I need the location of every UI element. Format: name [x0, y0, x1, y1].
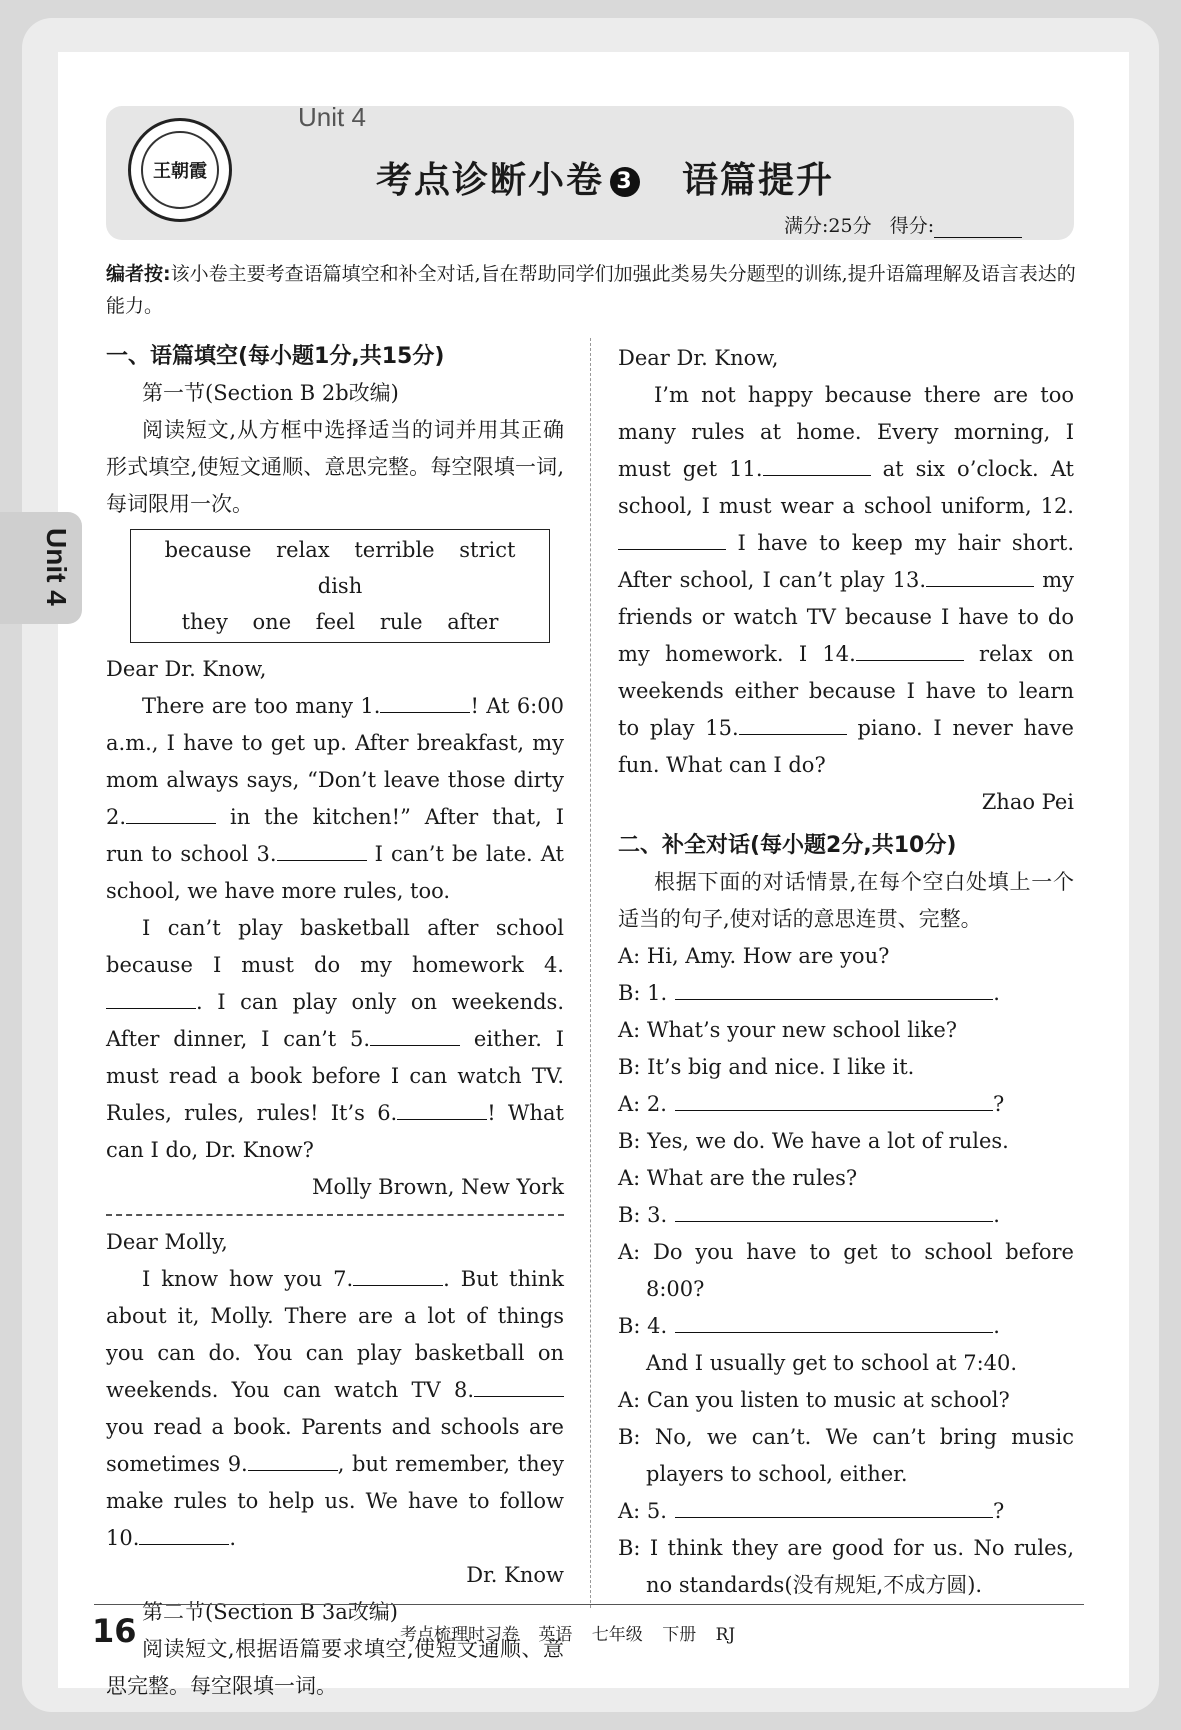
dialogue-text: B: It’s big and nice. I like it.: [618, 1055, 915, 1079]
punctuation: .: [993, 981, 1000, 1005]
answer-blank[interactable]: [353, 1263, 443, 1286]
dialogue-line: [618, 975, 1074, 1012]
dialogue-line: [618, 1382, 1074, 1419]
answer-blank[interactable]: [856, 638, 964, 661]
part1-heading: 一、语篇填空(每小题1分,共15分): [106, 344, 445, 369]
blank-number: 12.: [1040, 494, 1074, 518]
dialogue-line: [618, 1345, 1074, 1382]
title-main: 考点诊断小卷: [376, 160, 605, 201]
blank-number: 7.: [333, 1267, 354, 1291]
dialogue-text: A: What’s your new school like?: [618, 1018, 958, 1042]
answer-blank[interactable]: [618, 527, 726, 550]
note-text: 该小卷主要考查语篇填空和补全对话,旨在帮助同学们加强此类易失分题型的训练,提升语篇理解及语言表达的能力。: [106, 263, 1076, 317]
answer-blank[interactable]: [675, 1310, 993, 1333]
dialogue-text: B: I think they are good for us. No rules, no standards(没有规矩,不成方圆).: [618, 1536, 1074, 1597]
dialogue-text: B: 1.: [618, 981, 668, 1005]
text: I can’t play basketball after school because I must do my homework: [106, 916, 564, 977]
dialogue-line: [618, 938, 1074, 975]
answer-blank[interactable]: [277, 838, 367, 861]
dialogue-text: B: 4.: [618, 1314, 668, 1338]
divider: [106, 1214, 564, 1216]
text: . But think about it, Molly. There are a lot of things you can do. You can play basketball on weekends. You can watch TV: [106, 1267, 564, 1402]
dialogue-line: [618, 1123, 1074, 1160]
left-column: [106, 338, 564, 1705]
punctuation: .: [993, 1203, 1000, 1227]
dialogue-line: [618, 1308, 1074, 1345]
letter1-paragraph: [106, 910, 564, 1169]
answer-blank[interactable]: [248, 1448, 338, 1471]
unit-label: Unit 4: [298, 102, 366, 132]
answer-blank[interactable]: [739, 712, 847, 735]
answer-blank[interactable]: [139, 1522, 229, 1545]
letter1-signature: Molly Brown, New York: [312, 1175, 564, 1199]
answer-blank[interactable]: [675, 977, 993, 1000]
answer-blank[interactable]: [926, 564, 1034, 587]
dialogue-line: [618, 1419, 1074, 1493]
dialogue-line: [618, 1049, 1074, 1086]
blank-number: 11.: [729, 457, 763, 481]
score-area: [784, 211, 1022, 238]
title-number: 3: [610, 167, 640, 197]
section2-instruction: 阅读短文,根据语篇要求填空,使短文通顺、意思完整。每空限填一词。: [106, 1637, 564, 1698]
answer-blank[interactable]: [675, 1199, 993, 1222]
text: .: [229, 1526, 237, 1550]
answer-blank[interactable]: [675, 1495, 993, 1518]
letter3-signature: Zhao Pei: [981, 790, 1074, 814]
title-sub: 语篇提升: [682, 160, 835, 201]
dialogue-line: [618, 1197, 1074, 1234]
text: There are too many: [142, 694, 354, 718]
part2-instruction: 根据下面的对话情景,在每个空白处填上一个适当的句子,使对话的意思连贯、完整。: [618, 870, 1074, 931]
section1-heading: 第一节(Section B 2b改编): [142, 381, 399, 405]
text: . I can play only on weekends. After dinner, I can’t: [106, 990, 564, 1051]
text: at six o’clock. At school, I must wear a school uniform,: [618, 457, 1074, 518]
blank-number: 1.: [360, 694, 381, 718]
blank-number: 14.: [822, 642, 856, 666]
blank-number: 9.: [227, 1452, 248, 1476]
blank-number: 6.: [377, 1101, 398, 1125]
blank-number: 15.: [705, 716, 739, 740]
page-number: 16: [92, 1612, 137, 1650]
blank-number: 2.: [106, 805, 127, 829]
logo: [128, 118, 232, 222]
dialogue-text: A: Hi, Amy. How are you?: [618, 944, 890, 968]
dialogue-line: [618, 1234, 1074, 1308]
text: I know how you: [142, 1267, 323, 1291]
dialogue-text: A: 5.: [618, 1499, 667, 1523]
dialogue-text: A: 2.: [618, 1092, 667, 1116]
editor-note: [106, 258, 1076, 322]
note-label: 编者按:: [106, 263, 171, 285]
text: my friends or watch TV because I have to do my homework. I: [618, 568, 1074, 666]
blank-number: 5.: [350, 1027, 371, 1051]
answer-blank[interactable]: [380, 690, 470, 713]
dialogue-text: B: No, we can’t. We can’t bring music players to school, either.: [618, 1425, 1074, 1486]
section1-instruction: 阅读短文,从方框中选择适当的词并用其正确形式填空,使短文通顺、意思完整。每空限填一词,每词限用一次。: [106, 418, 564, 516]
letter2-signature: Dr. Know: [466, 1563, 564, 1587]
text: ! What can I do, Dr. Know?: [106, 1101, 564, 1162]
word-box-row: they one feel rule after: [181, 610, 499, 634]
blank-number: 13.: [892, 568, 927, 592]
blank-number: 8.: [453, 1378, 474, 1402]
text: piano. I never have fun. What can I do?: [618, 716, 1074, 777]
answer-blank[interactable]: [763, 453, 871, 476]
blank-number: 4.: [543, 953, 564, 977]
answer-blank[interactable]: [126, 801, 216, 824]
letter2-greeting: Dear Molly,: [106, 1230, 228, 1254]
answer-blank[interactable]: [370, 1023, 460, 1046]
answer-blank[interactable]: [675, 1088, 993, 1111]
part2-heading: 二、补全对话(每小题2分,共10分): [618, 833, 957, 858]
right-column: [618, 340, 1074, 1604]
dialogue-text: B: Yes, we do. We have a lot of rules.: [618, 1129, 1009, 1153]
score-blank[interactable]: [934, 219, 1022, 238]
text: ! At 6:00 a.m., I have to get up. After breakfast, my mom always says, “Don’t leave those dirty: [106, 694, 564, 792]
dialogue-text: A: What are the rules?: [618, 1166, 858, 1190]
dialogue-text: A: Do you have to get to school before 8:00?: [618, 1240, 1074, 1301]
dialogue-line: [618, 1012, 1074, 1049]
text: I have to keep my hair short. After school, I can’t play: [618, 531, 1074, 592]
section2-heading: 第二节(Section B 3a改编): [142, 1600, 398, 1624]
punctuation: ?: [992, 1092, 1005, 1116]
side-tab: [0, 512, 82, 624]
text: , but remember, they make rules to help us. We have to follow: [106, 1452, 564, 1513]
text: either. I must read a book before I can watch TV. Rules, rules, rules! It’s: [106, 1027, 564, 1125]
answer-blank[interactable]: [106, 986, 196, 1009]
dialogue-text: B: 3.: [618, 1203, 668, 1227]
word-box-row: because relax terrible strict dish: [164, 538, 516, 598]
footer-text: 考点梳理时习卷 英语 七年级 下册 RJ: [400, 1625, 736, 1645]
blank-number: 10.: [106, 1526, 140, 1550]
logo-text: 王朝霞: [141, 131, 219, 209]
answer-blank[interactable]: [397, 1097, 487, 1120]
score-label: 得分:: [889, 215, 935, 237]
dialogue-text: A: Can you listen to music at school?: [618, 1388, 1010, 1412]
page-title: [376, 152, 834, 203]
letter3-greeting: Dear Dr. Know,: [618, 346, 779, 370]
column-divider: [590, 338, 591, 1608]
text: you read a book. Parents and schools are sometimes: [106, 1415, 564, 1476]
blank-number: 3.: [256, 842, 277, 866]
dialogue-text: And I usually get to school at 7:40.: [646, 1351, 1018, 1375]
answer-blank[interactable]: [474, 1374, 564, 1397]
letter3-paragraph: [618, 377, 1074, 784]
score-total: 满分:25分: [784, 215, 872, 237]
text: I can’t be late. At school, we have more rules, too.: [106, 842, 564, 903]
word-box: [130, 529, 550, 643]
letter1-greeting: Dear Dr. Know,: [106, 657, 267, 681]
text: I’m not happy because there are too many rules at home. Every morning, I must get: [618, 383, 1074, 481]
text: relax on weekends either because I have to learn to play: [618, 642, 1074, 740]
dialogue-line: [618, 1086, 1074, 1123]
side-tab-label: Unit 4: [41, 528, 72, 606]
letter1-paragraph: [106, 688, 564, 910]
dialogue: [618, 938, 1074, 1604]
punctuation: ?: [992, 1499, 1005, 1523]
letter2-paragraph: [106, 1261, 564, 1557]
footer-rule: [94, 1604, 1084, 1605]
punctuation: .: [993, 1314, 1000, 1338]
dialogue-line: [618, 1493, 1074, 1530]
dialogue-line: [618, 1530, 1074, 1604]
dialogue-line: [618, 1160, 1074, 1197]
text: in the kitchen!” After that, I run to school: [106, 805, 564, 866]
